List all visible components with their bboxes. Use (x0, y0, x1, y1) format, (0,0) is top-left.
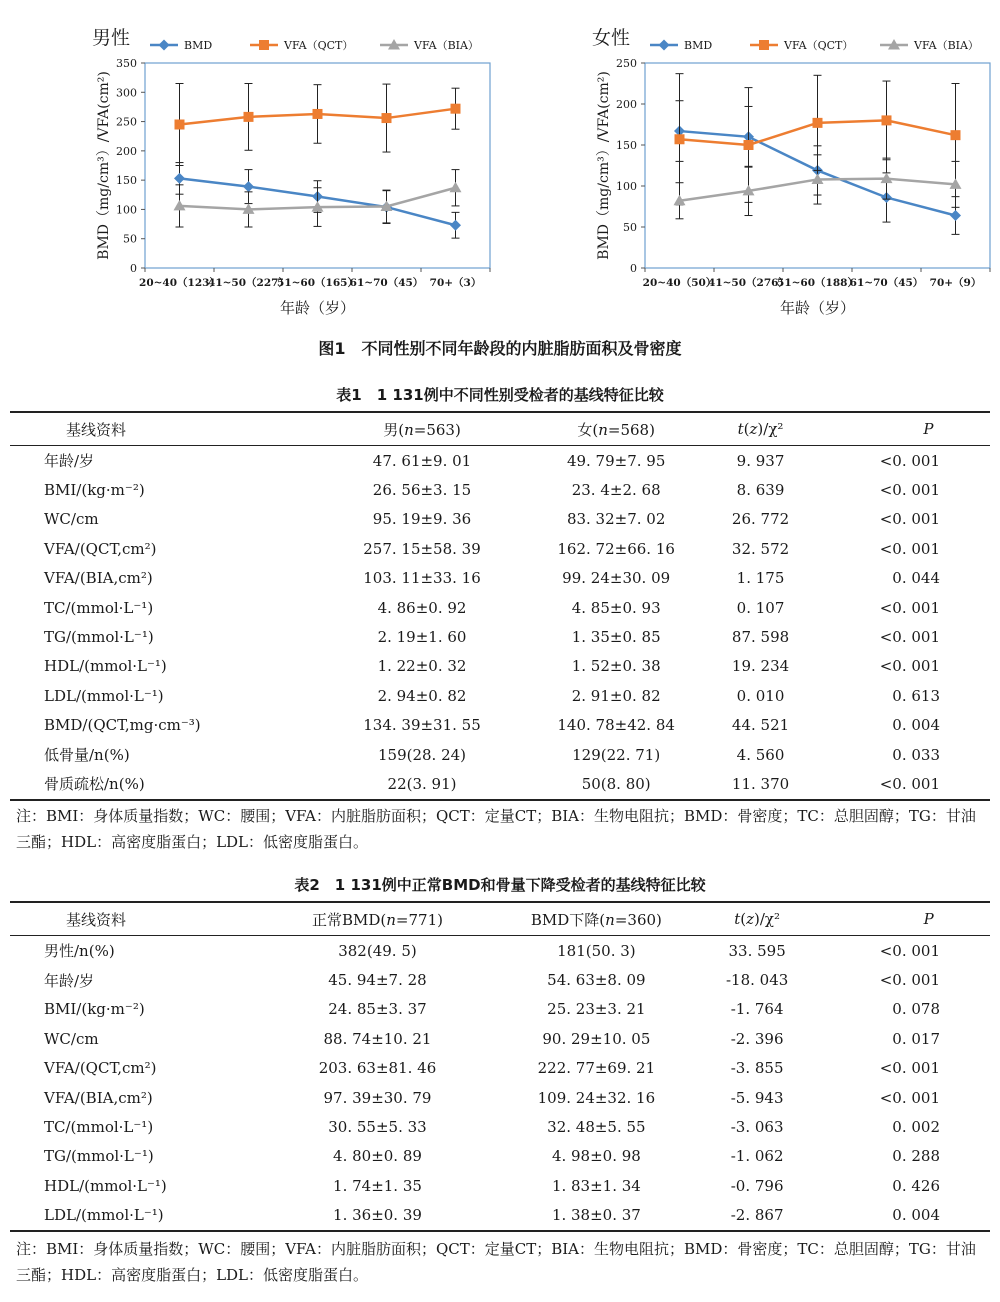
y-tick-label: 150 (116, 174, 137, 188)
table1-caption: 表1 1 131例中不同性别受检者的基线特征比较 (336, 386, 664, 404)
table1-note: 注：BMI：身体质量指数；WC：腰围；VFA：内脏脂肪面积；QCT：定量CT；BIA：生物电阻抗；BMD：骨密度；TC：总胆固醇；TG：甘油三酯；HDL：高密度脂蛋白；LDL：低密度脂蛋白。 (16, 807, 976, 851)
table-cell: 0. 002 (892, 1118, 940, 1137)
table-row (10, 1112, 990, 1141)
table-cell: 129(22. 71) (572, 745, 661, 764)
x-axis-label: 年龄（岁） (779, 299, 856, 317)
table-cell: BMI/(kg·m⁻²) (44, 1000, 145, 1019)
data-point (174, 173, 185, 184)
table-cell: -1. 764 (730, 1000, 784, 1019)
table-cell: 2. 91±0. 82 (571, 686, 661, 705)
table-row (10, 593, 990, 622)
table-cell: 1. 52±0. 38 (571, 657, 661, 676)
table-cell: 男性/n(%) (44, 942, 115, 961)
table-cell: 134. 39±31. 55 (363, 716, 481, 735)
table-cell: 19. 234 (731, 657, 790, 676)
table-row (10, 995, 990, 1024)
chart-male (0, 18, 495, 323)
table-cell: 年龄/岁 (44, 452, 95, 471)
legend-label: VFA（QCT） (284, 39, 354, 52)
table-cell: 24. 85±3. 37 (328, 1000, 427, 1019)
table-cell: TG/(mmol·L⁻¹) (44, 1147, 154, 1166)
table-cell: <0. 001 (879, 657, 940, 676)
table-cell: 0. 017 (892, 1029, 940, 1048)
table-cell: 257. 15±58. 39 (363, 539, 481, 558)
table2-header: BMD下降(n=360) (487, 902, 706, 936)
chart-title: 女性 (592, 27, 631, 49)
table1-header-row (10, 412, 990, 446)
figure-caption: 图1 不同性别不同年龄段的内脏脂肪面积及骨密度 (318, 339, 682, 358)
table-cell: <0. 001 (879, 481, 940, 500)
table-cell: 181(50. 3) (557, 941, 636, 960)
table-cell: 88. 74±10. 21 (323, 1029, 432, 1048)
y-tick-label: 0 (630, 262, 637, 275)
table-cell: WC/cm (44, 1029, 99, 1048)
y-tick-label: 200 (616, 98, 637, 111)
table-cell: 4. 560 (736, 745, 785, 764)
table-cell: 25. 23±3. 21 (547, 1000, 646, 1019)
data-point (175, 120, 185, 130)
data-point (243, 181, 254, 192)
legend-label: VFA（QCT） (784, 39, 854, 52)
table-cell: 26. 56±3. 15 (372, 481, 472, 500)
y-tick-label: 50 (123, 232, 137, 246)
data-point (382, 113, 392, 123)
table-cell: <0. 001 (879, 598, 940, 617)
table-cell: 0. 044 (892, 569, 940, 588)
table1 (10, 411, 990, 801)
table-cell: 0. 010 (736, 686, 785, 705)
table2-header: 基线资料 (10, 902, 268, 936)
table-cell: <0. 001 (879, 971, 940, 990)
legend-marker (759, 40, 769, 50)
table-cell: 22(3. 91) (325, 769, 519, 799)
table-cell: 32. 572 (731, 539, 790, 558)
table-cell: <0. 001 (879, 628, 940, 647)
table-cell: 0. 288 (892, 1147, 940, 1166)
data-point (244, 112, 254, 122)
table-cell: 32. 48±5. 55 (547, 1118, 646, 1137)
table-cell: 1. 175 (736, 569, 785, 588)
legend-label: VFA（BIA） (414, 39, 479, 52)
table-cell: 9. 937 (736, 451, 785, 470)
table-cell: 4. 80±0. 89 (333, 1147, 422, 1166)
table-row (10, 681, 990, 710)
data-point (882, 115, 892, 125)
table1-header: P (808, 412, 990, 446)
x-tick-label: 41~50（276） (708, 277, 789, 289)
table-cell: 1. 35±0. 85 (571, 628, 661, 647)
x-tick-label: 61~70（45） (349, 277, 424, 289)
table-cell: 4. 85±0. 93 (571, 598, 661, 617)
table-cell: 382(49. 5) (338, 941, 417, 960)
table-row (10, 1201, 990, 1231)
table-cell: 0. 033 (892, 745, 940, 764)
table-cell: VFA/(BIA,cm²) (44, 1088, 153, 1107)
table-cell: -2. 867 (706, 1201, 809, 1231)
table-cell: 87. 598 (731, 628, 790, 647)
y-axis-label: BMD（mg/cm³）/VFA(cm²) (596, 71, 612, 260)
table-cell: 97. 39±30. 79 (323, 1088, 432, 1107)
x-tick-label: 70+（9） (929, 277, 982, 289)
table-cell: <0. 001 (879, 451, 940, 470)
y-tick-label: 150 (616, 139, 637, 152)
table-row (10, 769, 990, 799)
table-cell: 30. 55±5. 33 (328, 1118, 427, 1137)
table-cell: 2. 19±1. 60 (377, 628, 467, 647)
table-cell: LDL/(mmol·L⁻¹) (10, 1201, 268, 1231)
table-cell: HDL/(mmol·L⁻¹) (44, 657, 167, 676)
table-cell: 140. 78±42. 84 (557, 716, 675, 735)
table2-header: 正常BMD(n=771) (268, 902, 487, 936)
table-row (10, 622, 990, 651)
y-tick-label: 100 (616, 180, 637, 193)
table-row (10, 1054, 990, 1083)
y-tick-label: 300 (116, 86, 137, 100)
table-cell: BMI/(kg·m⁻²) (44, 481, 145, 500)
table-cell: 45. 94±7. 28 (328, 971, 427, 990)
table2-header: t(z)/χ² (706, 902, 809, 936)
table-row (10, 564, 990, 593)
table-cell: VFA/(QCT,cm²) (44, 1059, 157, 1078)
table-cell: VFA/(QCT,cm²) (44, 539, 157, 558)
table-cell: 109. 24±32. 16 (537, 1088, 656, 1107)
x-tick-label: 51~60（165） (277, 277, 358, 289)
table-cell: -1. 062 (730, 1147, 784, 1166)
figure-1 (0, 0, 1000, 330)
table-cell: 44. 521 (731, 716, 790, 735)
table-cell: HDL/(mmol·L⁻¹) (44, 1176, 167, 1195)
table-cell: 0. 613 (892, 686, 940, 705)
table-cell: 222. 77±69. 21 (537, 1059, 656, 1078)
table-cell: 1. 38±0. 37 (487, 1201, 706, 1231)
table-row (10, 740, 990, 769)
y-tick-label: 0 (130, 262, 137, 275)
table-cell: 95. 19±9. 36 (372, 510, 472, 529)
table-cell: 8. 639 (736, 481, 785, 500)
table1-header: 基线资料 (10, 412, 325, 446)
table-row (10, 1024, 990, 1053)
legend-marker (159, 40, 170, 51)
table-cell: <0. 001 (879, 941, 940, 960)
data-point (951, 130, 961, 140)
table-cell: 0. 004 (808, 1201, 990, 1231)
table-row (10, 1142, 990, 1171)
legend-label: VFA（BIA） (914, 39, 979, 52)
x-tick-label: 70+（3） (429, 277, 482, 289)
chart-title: 男性 (92, 27, 131, 49)
table-cell: -5. 943 (730, 1088, 784, 1107)
table-row (10, 936, 990, 966)
table1-header: 女(n=568) (519, 412, 713, 446)
data-point (744, 140, 754, 150)
table-cell: 1. 36±0. 39 (268, 1201, 487, 1231)
chart-female (500, 18, 995, 323)
data-point (450, 182, 462, 193)
data-point (450, 220, 461, 231)
table-cell: <0. 001 (879, 510, 940, 529)
y-tick-label: 250 (116, 115, 137, 129)
x-axis-label: 年龄（岁） (279, 299, 356, 317)
table-row (10, 534, 990, 563)
table-cell: 1. 83±1. 34 (551, 1176, 641, 1195)
table-cell: VFA/(BIA,cm²) (44, 569, 153, 588)
table-cell: 0. 426 (892, 1176, 940, 1195)
table-cell: 49. 79±7. 95 (566, 451, 666, 470)
table-row (10, 1083, 990, 1112)
table-cell: 159(28. 24) (377, 745, 467, 764)
x-tick-label: 41~50（227） (208, 277, 289, 289)
data-point (813, 118, 823, 128)
table-cell: <0. 001 (879, 1088, 940, 1107)
table-row (10, 505, 990, 534)
y-tick-label: 250 (616, 57, 637, 70)
table2 (10, 901, 990, 1232)
table-row (10, 475, 990, 504)
data-point (313, 109, 323, 119)
data-point (950, 210, 961, 221)
table-cell: 年龄/岁 (44, 971, 95, 990)
data-point (451, 104, 461, 114)
legend-marker (659, 40, 670, 51)
table-cell: 1. 22±0. 32 (377, 657, 467, 676)
table-cell: 47. 61±9. 01 (372, 451, 472, 470)
table-cell: 2. 94±0. 82 (377, 686, 467, 705)
table-cell: <0. 001 (879, 1059, 940, 1078)
table-row (10, 711, 990, 740)
table-cell: 4. 98±0. 98 (551, 1147, 641, 1166)
table-row (10, 1171, 990, 1200)
table-cell: 0. 107 (736, 598, 785, 617)
table-cell: TC/(mmol·L⁻¹) (44, 598, 154, 617)
table-cell: 低骨量/n(%) (44, 746, 130, 765)
table-cell: 33. 595 (728, 941, 786, 960)
table-cell: 1. 74±1. 35 (333, 1176, 422, 1195)
y-tick-label: 200 (116, 144, 137, 158)
table-cell: WC/cm (44, 510, 99, 529)
table-cell: TC/(mmol·L⁻¹) (44, 1118, 154, 1137)
table-cell: 103. 11±33. 16 (363, 569, 481, 588)
table1-header: 男(n=563) (325, 412, 519, 446)
table-cell: 0. 004 (892, 716, 940, 735)
table-cell: <0. 001 (879, 539, 940, 558)
table-cell: 54. 63±8. 09 (547, 971, 646, 990)
table-cell: 23. 4±2. 68 (571, 481, 661, 500)
table-cell: 99. 24±30. 09 (562, 569, 671, 588)
table-cell: BMD/(QCT,mg·cm⁻³) (44, 716, 201, 735)
table-cell: 4. 86±0. 92 (377, 598, 467, 617)
x-tick-label: 20~40（50） (642, 277, 717, 289)
table1-header: t(z)/χ² (713, 412, 808, 446)
table-cell: -3. 855 (730, 1059, 784, 1078)
legend-label: BMD (684, 39, 713, 52)
table-cell: 0. 078 (892, 1000, 940, 1019)
table-cell: -3. 063 (730, 1118, 784, 1137)
table-cell: -2. 396 (730, 1029, 784, 1048)
y-tick-label: 50 (623, 221, 637, 234)
table2-note: 注：BMI：身体质量指数；WC：腰围；VFA：内脏脂肪面积；QCT：定量CT；BIA：生物电阻抗；BMD：骨密度；TC：总胆固醇；TG：甘油三酯；HDL：高密度脂蛋白；LDL：低密度脂蛋白。 (16, 1240, 976, 1284)
y-tick-label: 350 (116, 57, 137, 70)
table-cell: TG/(mmol·L⁻¹) (44, 628, 154, 647)
table-cell: 11. 370 (713, 769, 808, 799)
data-point (675, 134, 685, 144)
table-cell: 50(8. 80) (519, 769, 713, 799)
table-cell: -0. 796 (730, 1176, 784, 1195)
table-cell: 162. 72±66. 16 (557, 539, 675, 558)
y-axis-label: BMD（mg/cm³）/VFA(cm²) (96, 71, 112, 260)
table-row (10, 652, 990, 681)
x-tick-label: 20~40（123） (139, 277, 220, 289)
legend-label: BMD (184, 39, 213, 52)
x-tick-label: 51~60（188） (777, 277, 858, 289)
y-tick-label: 100 (116, 203, 137, 217)
x-tick-label: 61~70（45） (849, 277, 924, 289)
table2-header: P (808, 902, 990, 936)
table-cell: 83. 32±7. 02 (566, 510, 666, 529)
table-cell: 26. 772 (731, 510, 790, 529)
table-row (10, 965, 990, 994)
table-cell: <0. 001 (808, 769, 990, 799)
table-cell: 90. 29±10. 05 (542, 1029, 651, 1048)
legend-marker (259, 40, 269, 50)
table-row (10, 446, 990, 476)
table2-caption: 表2 1 131例中正常BMD和骨量下降受检者的基线特征比较 (294, 876, 706, 894)
table-cell: 骨质疏松/n(%) (10, 769, 325, 799)
table2-header-row (10, 902, 990, 936)
table-cell: 203. 63±81. 46 (318, 1059, 437, 1078)
table-cell: LDL/(mmol·L⁻¹) (44, 686, 164, 705)
table-cell: -18. 043 (725, 971, 789, 990)
